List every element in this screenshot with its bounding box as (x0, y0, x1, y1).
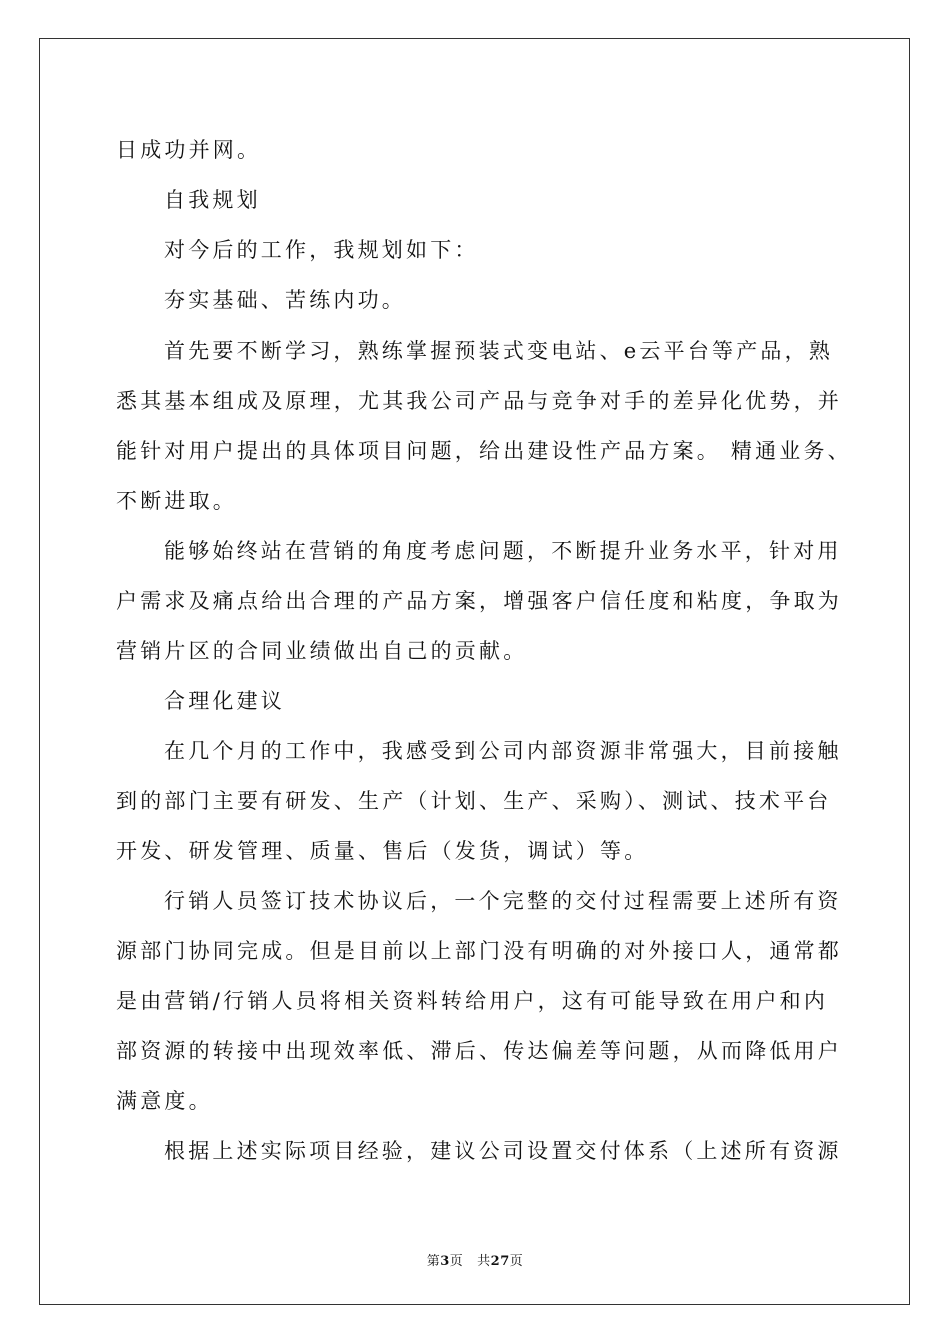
section-heading: 自我规划 (164, 188, 261, 212)
page-border (39, 38, 910, 1305)
paragraph-first-line: 能够始终站在营销的角度考虑问题，不断提升业务水平，针对用 (164, 539, 842, 563)
total-pages-number: 27 (490, 1254, 510, 1269)
text-line: 不断进取。 (116, 489, 237, 513)
paragraph-first-line: 根据上述实际项目经验，建议公司设置交付体系（上述所有资源 (164, 1139, 842, 1163)
text-line: 营销片区的合同业绩做出自己的贡献。 (116, 639, 528, 663)
footer-middle: 页 共 (449, 1254, 491, 1269)
text-line: 夯实基础、苦练内功。 (164, 288, 406, 312)
page-number-footer (0, 1250, 950, 1269)
paragraph-first-line: 在几个月的工作中，我感受到公司内部资源非常强大，目前接触 (164, 739, 842, 763)
text-line: 部资源的转接中出现效率低、滞后、传达偏差等问题，从而降低用户 (116, 1039, 842, 1063)
text-line: 能针对用户提出的具体项目问题，给出建设性产品方案。 精通业务、 (116, 439, 852, 463)
text-line: 户需求及痛点给出合理的产品方案，增强客户信任度和粘度，争取为 (116, 589, 842, 613)
footer-suffix: 页 (509, 1254, 524, 1269)
text-line: 到的部门主要有研发、生产（计划、生产、采购）、测试、技术平台 (116, 789, 832, 813)
text-line: 是由营销/行销人员将相关资料转给用户，这有可能导致在用户和内 (116, 989, 829, 1013)
paragraph-first-line: 首先要不断学习，熟练掌握预装式变电站、e云平台等产品，熟 (164, 339, 834, 363)
text-line: 日成功并网。 (116, 138, 262, 162)
text-line: 开发、研发管理、质量、售后（发货，调试）等。 (116, 839, 649, 863)
text-line: 对今后的工作，我规划如下： (164, 238, 479, 262)
text-line: 满意度。 (116, 1089, 213, 1113)
section-heading: 合理化建议 (164, 689, 285, 713)
current-page-number: 3 (440, 1254, 450, 1269)
paragraph-first-line: 行销人员签订技术协议后，一个完整的交付过程需要上述所有资 (164, 889, 842, 913)
text-line: 源部门协同完成。但是目前以上部门没有明确的对外接口人，通常都 (116, 939, 842, 963)
footer-prefix: 第 (426, 1254, 441, 1269)
text-line: 悉其基本组成及原理，尤其我公司产品与竞争对手的差异化优势，并 (116, 389, 842, 413)
